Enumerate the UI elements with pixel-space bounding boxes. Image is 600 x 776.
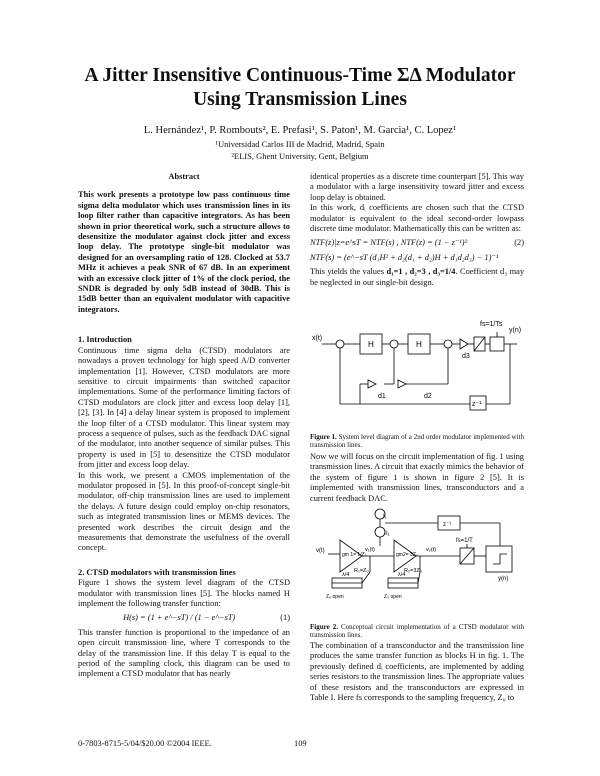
fig1-block-h2: H <box>416 340 422 349</box>
fig2-v2-label: v₂(t) <box>426 547 437 553</box>
right-paragraph-5: The combination of a transconductor and the transmission line produces the same transfer function as blocks H in fig. 1. The previously defined dᵢ coefficients, are implemented by adding series resistors to the transmission lines. The appropriate values of these resistors and the transconductors are expressed in Table I. Here fs corresponds to the sampling frequency, Z₀ to <box>310 641 524 703</box>
figure-1-label: Figure 1. <box>310 433 337 441</box>
coeff-values: d₁=1 , d₂=3 , d₃=1/4 <box>386 267 456 277</box>
fig1-d3-label: d3 <box>462 353 470 360</box>
fig2-z0-open-2: Z₀ open <box>384 594 402 600</box>
section-1-heading: 1. Introduction <box>78 335 132 345</box>
fig2-lambda-2: λ/4 <box>398 572 406 578</box>
fig2-r1-label: R₁=Z₀ <box>354 568 369 574</box>
fig2-r2-label: R₂=3Z₀ <box>404 568 423 574</box>
section-1-paragraph-2: In this work, we present a CMOS implementation of the modulator proposed in [5]. In this proof-of-concept single-bit modulator, off-chip transmission lines are used to implement the delays. A future design could employ on-chip resonators, such as integrated transmission lines or MEMS devices. The presented work describes the circuit design and the measurements that demonstrate the usefulness of the overall concept. <box>78 470 290 553</box>
abstract-text: This work presents a prototype low pass continuous time sigma delta modulator which uses transmission lines in its loop filter rather than capacitive integrators. As has been shown in prior theoretical work, such a structure allows to desensitize the modulator against clock jitter and excess loop delay. The prototype single-bit modulator was designed for an oversampling ratio of 128. Clocked at 53.7 MHz it achieves a peak SNR of 67 dB. In an experiment with an excessive clock jitter of 1% of the clock period, the SNDR is degraded by only 5dB instead of 30dB. This is 15dB better than an equivalent modulator with capacitive integrators. <box>78 190 290 314</box>
right-paragraph-2: In this work, dᵢ coefficients are chosen such that the CTSD modulator is equivalent to the ideal second-order lowpass discrete time modulator. Mathematically this can be written as: <box>310 203 524 234</box>
fig1-fs-label: fs=1/Ts <box>480 321 503 328</box>
right-paragraph-5-block <box>310 641 524 703</box>
coeff-text-pre: This yields the values <box>310 267 387 277</box>
section-2-paragraph-1: Figure 1 shows the system level diagram of the CTSD modulator with transmission lines [5]. The blocks named H implement the following transfer function: <box>78 578 290 609</box>
fig1-block-h1: H <box>368 340 374 349</box>
right-paragraph-1: identical properties as a discrete time counterpart [5]. This way a modulator with a large insensitivity toward jitter and excess loop delay is obtained. <box>310 172 524 202</box>
right-paragraph-4: Now we will focus on the circuit implementation of fig. 1 using transmission lines. A circuit that exactly mimics the behavior of the system of figure 1 is shown in figure 2 [5]. It is implemented with transmission lines, transconductors and a current feedback DAC. <box>310 452 524 503</box>
fig2-output-label: y(n) <box>498 576 509 582</box>
fig2-current-2: -I₁ <box>384 531 390 537</box>
equation-1-number: (1) <box>280 613 290 623</box>
section-1-paragraph-1: Continuous time sigma delta (CTSD) modulators are nowadays a proven technology for high speed A/D converter implementation [1]. However, CTSD modulators are more sensitive to circuit impairments than switched capacitor implementations. Some of the performance limiting factors of CTSD modulators are clock jitter and excess loop delay [1], [2], [3]. In [4] a delay linear system is proposed to implement the loop filter of a CTSD modulator. This linear system may process a sequence of pulses, such as the feedback DAC signal of the modulator, into another sequence of similar pulses. This property is used in [5] to desensitize the CTSD modulator from jitter and excess loop delay. <box>78 345 290 470</box>
section-2-paragraph-2: This transfer function is proportional to the impedance of an open circuit transmission line, where T corresponds to the delay of the transmission line. If this delay T is equal to the period of the sampling clock, this diagram can be used to implement a CTSD modulator that has nearly <box>78 627 290 679</box>
fig1-delay-label: z⁻¹ <box>472 401 482 408</box>
fig2-input-label: v(t) <box>316 548 325 554</box>
fig2-fs-label: fs=1/T <box>456 538 473 544</box>
left-column <box>78 172 290 680</box>
coeff-text-post: . Coefficient d₃ may be neglected in our single-bit design. <box>310 267 525 287</box>
fig2-lambda-1: λ/4 <box>342 572 350 578</box>
fig1-output-label: y(n) <box>509 327 522 334</box>
figure-2-caption <box>310 623 524 640</box>
fig2-gm1-label: gm 1= 1/Z₀ <box>342 552 367 558</box>
figure-1-diagram <box>310 304 525 419</box>
equation-1-body: H(s) = (1 + e^−sT) / (1 − e^−sT) <box>123 613 236 623</box>
figure-2-caption-text: Conceptual circuit implementation of a CTSD modulator with transmission lines. <box>310 623 524 640</box>
equation-2a <box>310 238 524 248</box>
fig2-current-1: I₁ <box>383 514 387 520</box>
fig1-d1-label: d1 <box>378 393 386 400</box>
equation-2-number: (2) <box>514 238 524 248</box>
fig2-z0-open-1: Z₀ open <box>326 594 344 600</box>
affiliation-2: ²ELIS, Ghent University, Gent, Belgium <box>231 151 369 161</box>
figure-2-label: Figure 2. <box>310 623 338 631</box>
affiliation-1: ¹Universidad Carlos III de Madrid, Madrid, Spain <box>215 139 385 149</box>
fig1-d2-label: d2 <box>424 393 432 400</box>
abstract <box>78 190 290 315</box>
page-number: 109 <box>294 739 307 748</box>
section-2-heading: 2. CTSD modulators with transmission lines <box>78 567 236 577</box>
figure-1-caption <box>310 433 524 450</box>
fig2-v1-label: v₁(t) <box>365 547 375 553</box>
equation-2a-body: NTF(z)|z=e^sT = NTF(s) , NTF(z) = (1 − z⁻¹)² <box>310 238 468 248</box>
paper-title: A Jitter Insensitive Continuous-Time ΣΔ Modulator Using Transmission Lines <box>84 65 516 110</box>
equation-2b-body: NTF(s) = (e^−sT (d₁H² + d₂(d₁ + d₂)H + d₁d₂d₃) − 1)⁻¹ <box>310 252 499 262</box>
equation-2b <box>310 253 524 263</box>
fig2-delay-label: z⁻¹ <box>443 522 452 528</box>
fig1-input-label: x(t) <box>312 335 323 342</box>
equation-1 <box>78 613 290 623</box>
abstract-heading: Abstract <box>168 172 200 181</box>
right-column-top <box>310 172 524 288</box>
fig2-gm2-label: gm2= 3Z₀ <box>396 552 418 558</box>
author-list: L. Hernández¹, P. Rombouts², E. Prefasi¹, S. Paton¹, M. Garcia¹, C. Lopez¹ <box>143 125 457 136</box>
right-paragraph-4-block <box>310 452 524 504</box>
figure-2-diagram <box>310 506 525 616</box>
copyright-footer: 0-7803-8715-5/04/$20.00 ©2004 IEEE. <box>78 739 212 748</box>
figure-1-caption-text: System level diagram of a 2nd order modulator implemented with transmission lines. <box>310 433 524 450</box>
right-paragraph-3 <box>310 267 524 288</box>
